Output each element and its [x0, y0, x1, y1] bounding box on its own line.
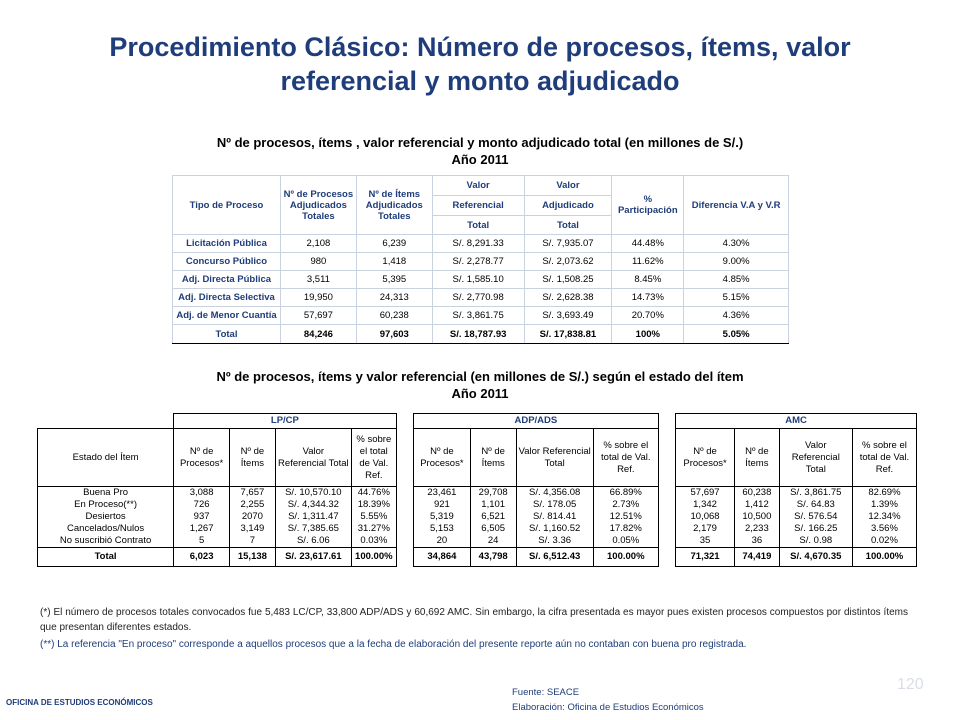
cell: S/. 0.98: [779, 535, 852, 548]
cell: 2,233: [735, 523, 780, 535]
cell: 97,603: [356, 325, 432, 344]
th-valor-mid: Referencial: [432, 196, 524, 216]
cell: S/. 1,508.25: [524, 271, 612, 289]
cell: S/. 814.41: [516, 511, 593, 523]
row-label: En Proceso(**): [38, 499, 174, 511]
cell: 66.89%: [593, 487, 658, 500]
cell: 60,238: [735, 487, 780, 500]
cell: 4.30%: [684, 235, 789, 253]
cell: 6,239: [356, 235, 432, 253]
table-row: [38, 487, 917, 500]
cell: S/. 2,770.98: [432, 289, 524, 307]
th-adj-bot: Total: [524, 216, 612, 235]
table2: [37, 413, 917, 567]
cell: 1,101: [470, 499, 516, 511]
row-label: Cancelados/Nulos: [38, 523, 174, 535]
cell: 6,023: [174, 548, 230, 567]
cell: 4.85%: [684, 271, 789, 289]
cell: 24: [470, 535, 516, 548]
cell: S/. 1,311.47: [275, 511, 351, 523]
cell: S/. 10,570.10: [275, 487, 351, 500]
cell: 100%: [612, 325, 684, 344]
cell: S/. 7,385.65: [275, 523, 351, 535]
th-valor-bot: Total: [432, 216, 524, 235]
cell: 3,511: [280, 271, 356, 289]
cell: 980: [280, 253, 356, 271]
footnote-1: (*) El número de procesos totales convocados fue 5,483 LC/CP, 33,800 ADP/ADS y 60,692 AMC. Sin embargo, la cifra presentada es mayor pues existen procesos compuestos por distintos ítems que presentan diferentes estados.: [40, 607, 908, 633]
cell: 4.36%: [684, 307, 789, 325]
th-num-procesos: Nº de Procesos Adjudicados Totales: [280, 176, 356, 235]
th-valor: Valor Referencial Total: [516, 429, 593, 487]
cell: 10,068: [676, 511, 735, 523]
row-label: Adj. Directa Selectiva: [173, 289, 281, 307]
cell: 0.02%: [852, 535, 916, 548]
cell: 1,267: [174, 523, 230, 535]
row-label: No suscribió Contrato: [38, 535, 174, 548]
cell: 6,521: [470, 511, 516, 523]
cell: 0.05%: [593, 535, 658, 548]
cell: 937: [174, 511, 230, 523]
cell: 24,313: [356, 289, 432, 307]
page-title: [20, 30, 940, 98]
cell: 18.39%: [351, 499, 396, 511]
th-procesos: Nº de Procesos*: [676, 429, 735, 487]
th-pct: % sobre el total de Val. Ref.: [351, 429, 396, 487]
row-label: Adj. Directa Pública: [173, 271, 281, 289]
table-total-row: [173, 325, 789, 344]
table1-caption-line1: Nº de procesos, ítems , valor referencial y monto adjudicado total (en millones de S/.): [216, 135, 744, 150]
table2-caption: [150, 368, 810, 402]
cell: 2.73%: [593, 499, 658, 511]
row-label: Desiertos: [38, 511, 174, 523]
cell: S/. 3,861.75: [779, 487, 852, 500]
cell: 3.56%: [852, 523, 916, 535]
cell: 5: [174, 535, 230, 548]
cell: S/. 576.54: [779, 511, 852, 523]
cell: 44.48%: [612, 235, 684, 253]
cell: 17.82%: [593, 523, 658, 535]
office-label: OFICINA DE ESTUDIOS ECONÓMICOS: [6, 698, 153, 707]
cell: S/. 1,160.52: [516, 523, 593, 535]
cell: 82.69%: [852, 487, 916, 500]
table2-caption-line2: Año 2011: [451, 386, 509, 401]
cell: 1,412: [735, 499, 780, 511]
group-adpads: ADP/ADS: [413, 414, 658, 429]
cell: S/. 4,356.08: [516, 487, 593, 500]
cell: S/. 23,617.61: [275, 548, 351, 567]
cell: 7,657: [230, 487, 276, 500]
th-valor: Valor Referencial Total: [275, 429, 351, 487]
cell: 2070: [230, 511, 276, 523]
table-row: [173, 235, 789, 253]
cell: S/. 17,838.81: [524, 325, 612, 344]
cell: S/. 4,344.32: [275, 499, 351, 511]
cell: 1.39%: [852, 499, 916, 511]
table-row: [173, 253, 789, 271]
table-row: [173, 307, 789, 325]
cell: 29,708: [470, 487, 516, 500]
th-pct: % sobre el total de Val. Ref.: [852, 429, 916, 487]
table1: [172, 175, 789, 344]
cell: 12.51%: [593, 511, 658, 523]
group-lpcp: LP/CP: [174, 414, 397, 429]
th-num-items: Nº de Ítems Adjudicados Totales: [356, 176, 432, 235]
table-row: [38, 511, 917, 523]
cell: 7: [230, 535, 276, 548]
cell: 2,255: [230, 499, 276, 511]
table-row: [38, 499, 917, 511]
cell: 57,697: [676, 487, 735, 500]
th-participacion: % Participación: [612, 176, 684, 235]
cell: 84,246: [280, 325, 356, 344]
group-amc: AMC: [676, 414, 917, 429]
cell: 19,950: [280, 289, 356, 307]
table-row: [173, 289, 789, 307]
cell: 6,505: [470, 523, 516, 535]
cell: 3,149: [230, 523, 276, 535]
cell: S/. 18,787.93: [432, 325, 524, 344]
th-valor: Valor Referencial Total: [779, 429, 852, 487]
th-adj-top: Valor: [524, 176, 612, 196]
cell: 0.03%: [351, 535, 396, 548]
cell: 100.00%: [852, 548, 916, 567]
page-number: 120: [897, 676, 924, 693]
cell: S/. 4,670.35: [779, 548, 852, 567]
th-tipo-proceso: Tipo de Proceso: [173, 176, 281, 235]
cell: 57,697: [280, 307, 356, 325]
page-title-line1: Procedimiento Clásico: Número de procesos, ítems, valor: [109, 32, 851, 62]
cell: 5.55%: [351, 511, 396, 523]
table-row: [38, 523, 917, 535]
cell: S/. 7,935.07: [524, 235, 612, 253]
th-items: Nº de Ítems: [735, 429, 780, 487]
cell: 5.05%: [684, 325, 789, 344]
table-total-row: [38, 548, 917, 567]
cell: 15,138: [230, 548, 276, 567]
th-diferencia: Diferencia V.A y V.R: [684, 176, 789, 235]
cell: 100.00%: [351, 548, 396, 567]
cell: 726: [174, 499, 230, 511]
source-text: Fuente: SEACE: [512, 687, 580, 698]
cell: 11.62%: [612, 253, 684, 271]
cell: 44.76%: [351, 487, 396, 500]
cell: 20: [413, 535, 470, 548]
th-adj-mid: Adjudicado: [524, 196, 612, 216]
footnote-2: (**) La referencia "En proceso" corresponde a aquellos procesos que a la fecha de elaboración del presente reporte aún no contaban con buena pro registrada.: [40, 639, 747, 650]
th-items: Nº de Ítems: [470, 429, 516, 487]
cell: S/. 1,585.10: [432, 271, 524, 289]
row-label: Total: [38, 548, 174, 567]
cell: 14.73%: [612, 289, 684, 307]
cell: 31.27%: [351, 523, 396, 535]
row-label: Adj. de Menor Cuantía: [173, 307, 281, 325]
page-title-line2: referencial y monto adjudicado: [280, 66, 680, 96]
th-pct: % sobre el total de Val. Ref.: [593, 429, 658, 487]
source-block: [512, 685, 704, 715]
th-items: Nº de Ítems: [230, 429, 276, 487]
cell: 5,395: [356, 271, 432, 289]
cell: 36: [735, 535, 780, 548]
row-label: Buena Pro: [38, 487, 174, 500]
th-estado-item: Estado del Ítem: [38, 429, 174, 487]
cell: 74,419: [735, 548, 780, 567]
elaboration-text: Elaboración: Oficina de Estudios Económicos: [512, 702, 704, 713]
cell: 3,088: [174, 487, 230, 500]
cell: 5,153: [413, 523, 470, 535]
cell: 5.15%: [684, 289, 789, 307]
cell: S/. 8,291.33: [432, 235, 524, 253]
cell: S/. 3,693.49: [524, 307, 612, 325]
cell: 921: [413, 499, 470, 511]
cell: 2,179: [676, 523, 735, 535]
cell: 23,461: [413, 487, 470, 500]
cell: 1,418: [356, 253, 432, 271]
th-procesos: Nº de Procesos*: [413, 429, 470, 487]
cell: 43,798: [470, 548, 516, 567]
cell: S/. 3.36: [516, 535, 593, 548]
cell: S/. 178.05: [516, 499, 593, 511]
th-valor-top: Valor: [432, 176, 524, 196]
cell: 8.45%: [612, 271, 684, 289]
cell: S/. 6,512.43: [516, 548, 593, 567]
table2-caption-line1: Nº de procesos, ítems y valor referencial (en millones de S/.) según el estado del ítem: [216, 369, 744, 384]
cell: 10,500: [735, 511, 780, 523]
cell: S/. 2,628.38: [524, 289, 612, 307]
cell: 12.34%: [852, 511, 916, 523]
table-row: [173, 271, 789, 289]
cell: S/. 64.83: [779, 499, 852, 511]
cell: 9.00%: [684, 253, 789, 271]
cell: 100.00%: [593, 548, 658, 567]
cell: S/. 2,073.62: [524, 253, 612, 271]
cell: 71,321: [676, 548, 735, 567]
table-row: [38, 535, 917, 548]
cell: 2,108: [280, 235, 356, 253]
cell: S/. 6.06: [275, 535, 351, 548]
cell: 20.70%: [612, 307, 684, 325]
cell: 35: [676, 535, 735, 548]
row-label: Licitación Pública: [173, 235, 281, 253]
cell: 1,342: [676, 499, 735, 511]
cell: 34,864: [413, 548, 470, 567]
table1-caption: [150, 134, 810, 168]
table1-caption-line2: Año 2011: [451, 152, 509, 167]
row-label: Concurso Público: [173, 253, 281, 271]
row-label: Total: [173, 325, 281, 344]
cell: S/. 2,278.77: [432, 253, 524, 271]
cell: 60,238: [356, 307, 432, 325]
cell: S/. 166.25: [779, 523, 852, 535]
cell: S/. 3,861.75: [432, 307, 524, 325]
cell: 5,319: [413, 511, 470, 523]
th-procesos: Nº de Procesos*: [174, 429, 230, 487]
